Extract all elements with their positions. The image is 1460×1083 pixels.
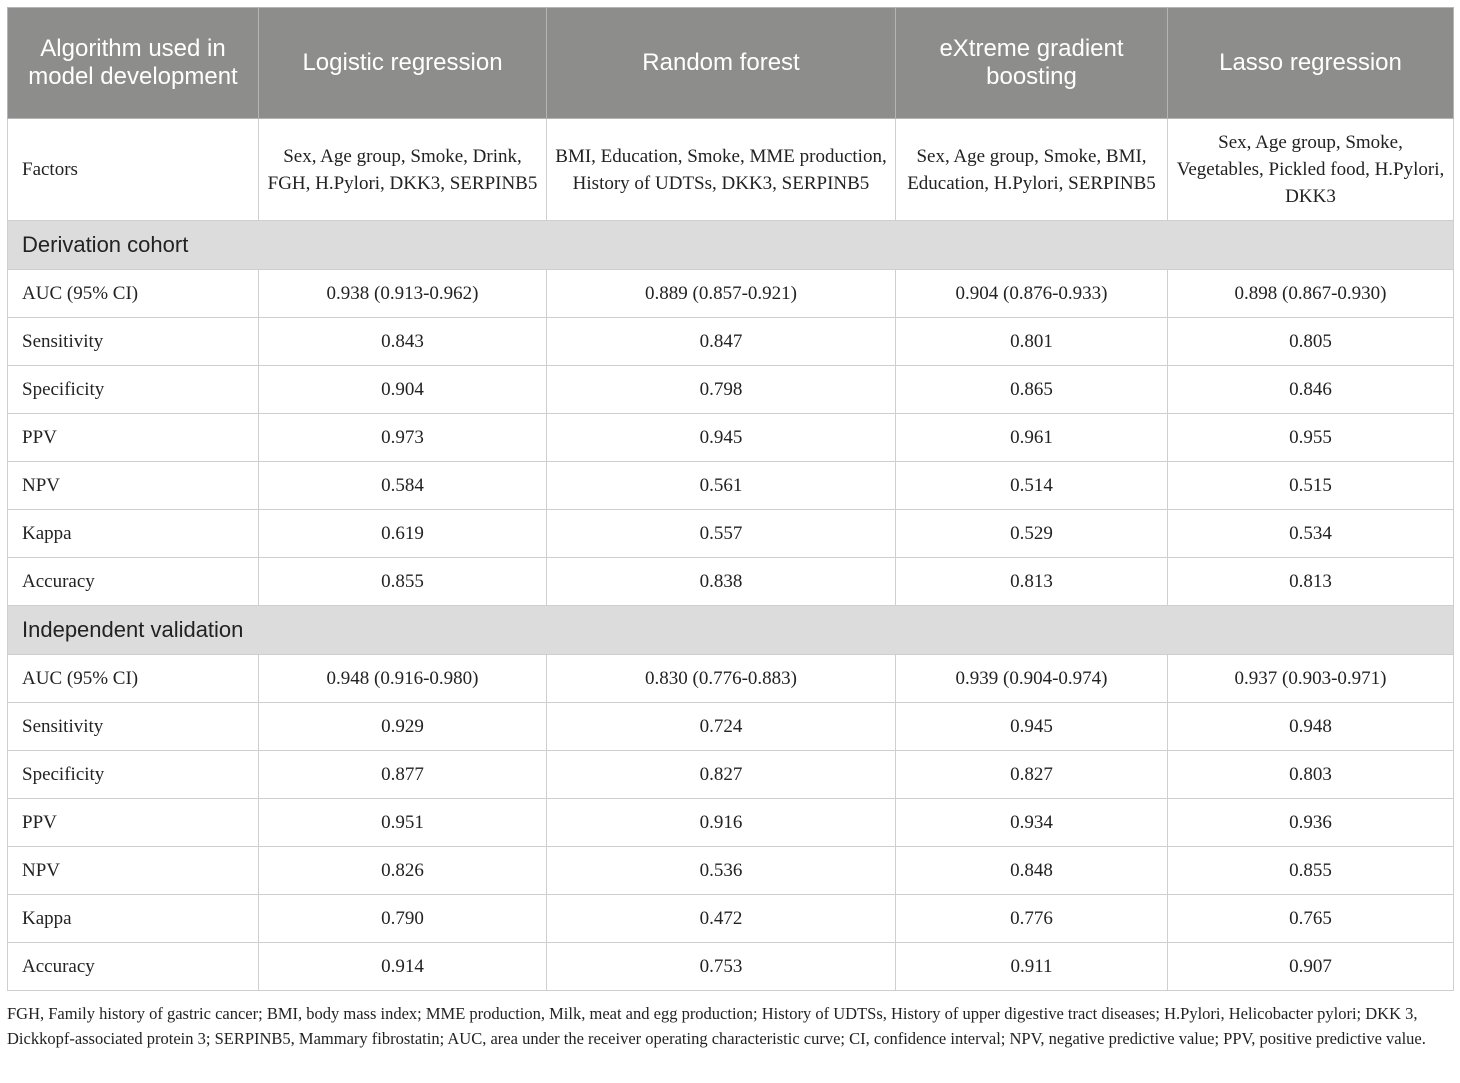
cell-rf: 0.536 bbox=[547, 847, 896, 895]
row-label: NPV bbox=[8, 847, 259, 895]
cell-xgb: 0.904 (0.876-0.933) bbox=[896, 270, 1168, 318]
cell-lr: 0.938 (0.913-0.962) bbox=[259, 270, 547, 318]
cell-xgb: 0.934 bbox=[896, 799, 1168, 847]
factors-lr: Sex, Age group, Smoke, Drink, FGH, H.Pylori, DKK3, SERPINB5 bbox=[259, 119, 547, 221]
cell-rf: 0.724 bbox=[547, 703, 896, 751]
cell-lasso: 0.846 bbox=[1168, 366, 1454, 414]
cell-rf: 0.889 (0.857-0.921) bbox=[547, 270, 896, 318]
cell-lr: 0.973 bbox=[259, 414, 547, 462]
cell-lasso: 0.765 bbox=[1168, 895, 1454, 943]
table-row bbox=[8, 751, 1454, 799]
cell-lr: 0.929 bbox=[259, 703, 547, 751]
table-row bbox=[8, 366, 1454, 414]
table-row bbox=[8, 943, 1454, 991]
table-row bbox=[8, 799, 1454, 847]
table-row bbox=[8, 318, 1454, 366]
cell-xgb: 0.848 bbox=[896, 847, 1168, 895]
cell-xgb: 0.514 bbox=[896, 462, 1168, 510]
cell-xgb: 0.945 bbox=[896, 703, 1168, 751]
table-body bbox=[8, 119, 1454, 991]
cell-lr: 0.951 bbox=[259, 799, 547, 847]
table-row bbox=[8, 558, 1454, 606]
cell-xgb: 0.865 bbox=[896, 366, 1168, 414]
factors-row bbox=[8, 119, 1454, 221]
factors-rf: BMI, Education, Smoke, MME production, History of UDTSs, DKK3, SERPINB5 bbox=[547, 119, 896, 221]
header-row bbox=[8, 8, 1454, 119]
derivation-cohort-section-row bbox=[8, 221, 1454, 270]
independent-validation-section-row bbox=[8, 606, 1454, 655]
cell-rf: 0.945 bbox=[547, 414, 896, 462]
cell-lasso: 0.855 bbox=[1168, 847, 1454, 895]
model-comparison-table bbox=[7, 7, 1454, 991]
table-row bbox=[8, 510, 1454, 558]
cell-xgb: 0.961 bbox=[896, 414, 1168, 462]
header-algorithm: Algorithm used in model development bbox=[8, 8, 259, 119]
table-row bbox=[8, 703, 1454, 751]
row-label: Specificity bbox=[8, 751, 259, 799]
cell-lr: 0.584 bbox=[259, 462, 547, 510]
cell-lasso: 0.898 (0.867-0.930) bbox=[1168, 270, 1454, 318]
cell-lr: 0.619 bbox=[259, 510, 547, 558]
row-label: AUC (95% CI) bbox=[8, 655, 259, 703]
header-logistic-regression: Logistic regression bbox=[259, 8, 547, 119]
factors-lasso: Sex, Age group, Smoke, Vegetables, Pickled food, H.Pylori, DKK3 bbox=[1168, 119, 1454, 221]
section-title: Independent validation bbox=[8, 606, 1454, 655]
cell-lasso: 0.937 (0.903-0.971) bbox=[1168, 655, 1454, 703]
cell-rf: 0.847 bbox=[547, 318, 896, 366]
cell-rf: 0.472 bbox=[547, 895, 896, 943]
cell-xgb: 0.529 bbox=[896, 510, 1168, 558]
cell-xgb: 0.911 bbox=[896, 943, 1168, 991]
cell-xgb: 0.827 bbox=[896, 751, 1168, 799]
cell-rf: 0.830 (0.776-0.883) bbox=[547, 655, 896, 703]
table-header bbox=[8, 8, 1454, 119]
row-label: Specificity bbox=[8, 366, 259, 414]
row-label: Accuracy bbox=[8, 558, 259, 606]
row-label: Kappa bbox=[8, 895, 259, 943]
row-label: PPV bbox=[8, 414, 259, 462]
section-title: Derivation cohort bbox=[8, 221, 1454, 270]
cell-lr: 0.877 bbox=[259, 751, 547, 799]
results-table-container bbox=[7, 7, 1453, 991]
cell-lasso: 0.907 bbox=[1168, 943, 1454, 991]
cell-lr: 0.948 (0.916-0.980) bbox=[259, 655, 547, 703]
cell-lasso: 0.805 bbox=[1168, 318, 1454, 366]
table-row bbox=[8, 270, 1454, 318]
table-row bbox=[8, 847, 1454, 895]
table-row bbox=[8, 414, 1454, 462]
cell-lasso: 0.955 bbox=[1168, 414, 1454, 462]
cell-lr: 0.843 bbox=[259, 318, 547, 366]
cell-rf: 0.916 bbox=[547, 799, 896, 847]
cell-xgb: 0.813 bbox=[896, 558, 1168, 606]
row-label: Sensitivity bbox=[8, 318, 259, 366]
cell-lasso: 0.515 bbox=[1168, 462, 1454, 510]
cell-xgb: 0.801 bbox=[896, 318, 1168, 366]
cell-rf: 0.838 bbox=[547, 558, 896, 606]
cell-lasso: 0.534 bbox=[1168, 510, 1454, 558]
header-xgboost: eXtreme gradient boosting bbox=[896, 8, 1168, 119]
cell-rf: 0.798 bbox=[547, 366, 896, 414]
cell-lr: 0.855 bbox=[259, 558, 547, 606]
table-footnote: FGH, Family history of gastric cancer; BMI, body mass index; MME production, Milk, meat and egg production; History of UDTSs, History of upper digestive tract diseases; H.Pylori, Helicobacter pylori; DKK 3, Dickkopf-associated protein 3; SERPINB5, Mammary fibrostatin; AUC, area under the receiver operating characteristic curve; CI, confidence interval; NPV, negative predictive value; PPV, positive predictive value. bbox=[7, 1004, 1426, 1048]
cell-xgb: 0.939 (0.904-0.974) bbox=[896, 655, 1168, 703]
cell-rf: 0.827 bbox=[547, 751, 896, 799]
row-label: Sensitivity bbox=[8, 703, 259, 751]
row-label: AUC (95% CI) bbox=[8, 270, 259, 318]
row-label: Factors bbox=[8, 119, 259, 221]
cell-rf: 0.557 bbox=[547, 510, 896, 558]
row-label: Kappa bbox=[8, 510, 259, 558]
cell-lr: 0.914 bbox=[259, 943, 547, 991]
cell-lr: 0.826 bbox=[259, 847, 547, 895]
cell-lasso: 0.813 bbox=[1168, 558, 1454, 606]
header-lasso-regression: Lasso regression bbox=[1168, 8, 1454, 119]
cell-lr: 0.904 bbox=[259, 366, 547, 414]
cell-xgb: 0.776 bbox=[896, 895, 1168, 943]
table-row bbox=[8, 462, 1454, 510]
cell-lasso: 0.948 bbox=[1168, 703, 1454, 751]
cell-lr: 0.790 bbox=[259, 895, 547, 943]
cell-lasso: 0.936 bbox=[1168, 799, 1454, 847]
cell-rf: 0.561 bbox=[547, 462, 896, 510]
table-row bbox=[8, 895, 1454, 943]
factors-xgb: Sex, Age group, Smoke, BMI, Education, H.Pylori, SERPINB5 bbox=[896, 119, 1168, 221]
row-label: Accuracy bbox=[8, 943, 259, 991]
table-row bbox=[8, 655, 1454, 703]
header-random-forest: Random forest bbox=[547, 8, 896, 119]
row-label: PPV bbox=[8, 799, 259, 847]
row-label: NPV bbox=[8, 462, 259, 510]
cell-lasso: 0.803 bbox=[1168, 751, 1454, 799]
cell-rf: 0.753 bbox=[547, 943, 896, 991]
